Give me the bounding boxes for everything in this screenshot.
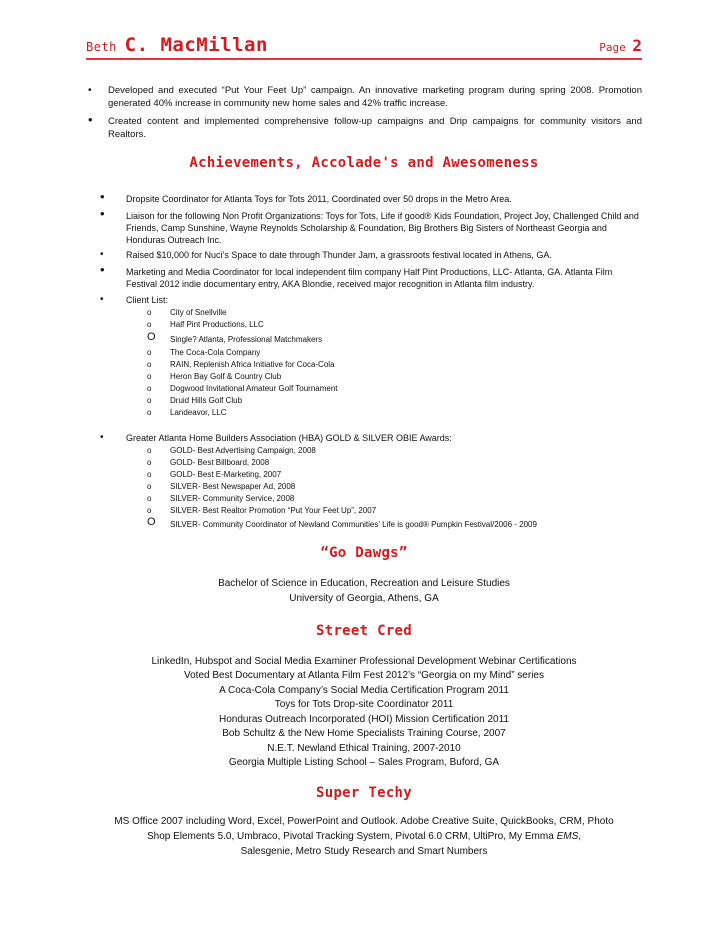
achievement-item xyxy=(100,294,645,306)
bullet-icon: • xyxy=(100,249,104,260)
circle-bullet-icon: o xyxy=(147,506,152,515)
circle-bullet-icon: o xyxy=(147,348,152,357)
tech-line: Salesgenie, Metro Study Research and Smart Numbers xyxy=(240,846,488,857)
tech-text: , xyxy=(578,831,582,842)
achievement-item xyxy=(100,432,645,444)
achievement-item xyxy=(100,206,645,246)
bullet-icon: • xyxy=(100,432,104,443)
cred-line: N.E.T. Newland Ethical Training, 2007-2010 xyxy=(267,743,461,754)
cred-line: Georgia Multiple Listing School – Sales Program, Buford, GA xyxy=(228,757,500,768)
achievement-item xyxy=(100,189,645,205)
achievement-text: Client List: xyxy=(126,295,169,305)
header-first-name: Beth xyxy=(86,40,117,54)
circle-bullet-icon: o xyxy=(147,408,152,417)
cred-line: Toys for Tots Drop-site Coordinator 2011 xyxy=(274,699,454,710)
resume-page: Beth C. MacMillan Page 2 • Developed and executed “Put Your Feet Up” campaign. An innovative marketing program during spring 2008. Promotion generated 40% increase in community new home sales and 42% traffic increase. • Created content and implemented comprehensive follow-up campaigns and Drip campaigns for community visitors and Realtors. Achievements, Accolade's and Awesomeness • Dropsite Coordinator for Atlanta Toys for Tots 2011, Coordinated over 50 drops in the Metro Area. • Liaison for the following Non Profit Organizations: Toys for Tots, Life if good® Kids Foundation, Project Joy, Challenged Child and Friends, Camp Sunshine, Wayne Reynolds Scholarship & Foundation, Big Brothers Big Sisters of Northeast Georgia and Honduras Outreach Inc. • Raised $10,000 for Nuci’s Space to date through Thunder Jam, a grassroots festival located in Athens, GA. • Marketing and Media Coordinator for local independent film company Half Pint Productions, LLC- Atlanta, GA. Atlanta Film Festival 2012 indie documentary entry, AKA Blondie, received major recognition in Atlanta film industry. • Client List: o City of Snellville o Half Pint Productions, LLC O Single? Atlanta, Professional Matchmakers o The Coca-Cola Company o RAIN, Replenish Africa Initiative for Coca-Cola o Heron Bay Golf & Country Club o Dogwood Invitational Amateur Golf Tournament o Druid Hills Golf Club o Landeavor, LLC • Greater Atlanta Home Builders Association (HBA) GOLD & SILVER OBIE Awards: o GOLD- Best Advertising Campaign, 2008 o GOLD- Best Billboard, 2008 o GOLD- Best E-Marketing, 2007 o SILVER- Best Newspaper Ad, 2008 o SILVER- Community Service, 2008 o SILVER- Best Realtor Promotion “Put Your Feet Up”, 2007 O SILVER- Community Coordinator of Newland Communities’ Life is good® Pumpkin Festival/2006 - 2009 “Go Dawgs” Bachelor of Science in Education, Recreation and Leisure Studies University of Georgia, Athens, GA Street Cred LinkedIn, Hubspot and Social Media Examiner Professional Development Webinar Certifications Voted Best Documentary at Atlanta Film Fest 2012’s “Georgia on my Mind” series A Coca-Cola Company’s Social Media Certification Program 2011 Toys for Tots Drop-site Coordinator 2011 Honduras Outreach Incorporated (HOI) Mission Certification 2011 Bob Schultz & the New Home Specialists Training Course, 2007 N.E.T. Newland Ethical Training, 2007-2010 Georgia Multiple Listing School – Sales Program, Buford, GA Super Techy MS Office 2007 including Word, Excel, PowerPoint and Outlook. Adobe Creative Suite, QuickBooks, CRM, Photo Shop Elements 5.0, Umbraco, Pivotal Tracking System, Pivotal 6.0 CRM, UltiPro, My Emma EMS, Salesgenie, Metro Study Research and Smart Numbers xyxy=(0,0,728,942)
bullet-icon: • xyxy=(100,262,105,277)
cred-line: LinkedIn, Hubspot and Social Media Examiner Professional Development Webinar Certifications xyxy=(151,656,577,667)
circle-bullet-icon: o xyxy=(147,482,152,491)
header-last-name: C. MacMillan xyxy=(124,34,268,56)
achievement-item xyxy=(100,262,645,290)
circle-bullet-icon: o xyxy=(147,384,152,393)
bullet-icon: • xyxy=(100,206,105,221)
circle-bullet-icon: o xyxy=(147,446,152,455)
tech-text: Shop Elements 5.0, Umbraco, Pivotal Tracking System, Pivotal 6.0 CRM, UltiPro, My Emma xyxy=(146,831,557,842)
cred-line: A Coca-Cola Company’s Social Media Certification Program 2011 xyxy=(219,685,509,696)
bullet-icon: • xyxy=(100,189,105,204)
page-header xyxy=(86,30,642,60)
bullet-icon: • xyxy=(100,294,104,305)
circle-bullet-icon: o xyxy=(147,372,152,381)
street-cred-heading: Street Cred xyxy=(315,623,413,639)
cred-line: Voted Best Documentary at Atlanta Film Fest 2012’s “Georgia on my Mind” series xyxy=(184,670,544,681)
circle-bullet-icon: o xyxy=(147,320,152,329)
experience-bullet xyxy=(88,112,642,143)
header-page-number xyxy=(599,36,642,55)
degree-line: Bachelor of Science in Education, Recreation and Leisure Studies xyxy=(218,578,510,589)
tech-emphasis: EMS xyxy=(556,831,579,842)
techy-heading: Super Techy xyxy=(315,785,413,801)
circle-bullet-icon: o xyxy=(147,458,152,467)
achievement-text: Raised $10,000 for Nuci’s Space to date through Thunder Jam, a grassroots festival located in Athens, GA. xyxy=(126,250,552,260)
school-line: University of Georgia, Athens, GA xyxy=(289,593,439,604)
circle-bullet-icon: O xyxy=(147,331,156,343)
cred-line: Honduras Outreach Incorporated (HOI) Mission Certification 2011 xyxy=(219,714,509,725)
header-rule xyxy=(86,58,642,60)
bullet-text: Created content and implemented comprehensive follow-up campaigns and Drip campaigns for community visitors and Realtors. xyxy=(108,116,642,140)
achievements-heading: Achievements, Accolade's and Awesomeness xyxy=(189,155,539,171)
education-heading: “Go Dawgs” xyxy=(320,545,408,561)
page-num: 2 xyxy=(632,36,642,55)
bullet-text: Developed and executed “Put Your Feet Up” campaign. An innovative marketing program during spring 2008. Promotion generated 40% increase in community new home sales and 42% traffic increase. xyxy=(108,85,642,109)
tech-line xyxy=(0,830,728,844)
page-label: Page xyxy=(599,41,626,54)
achievement-text: Dropsite Coordinator for Atlanta Toys for Tots 2011, Coordinated over 50 drops in the Metro Area. xyxy=(126,194,512,204)
bullet-icon: • xyxy=(88,112,93,127)
experience-bullet xyxy=(88,84,642,112)
header-name xyxy=(86,34,268,56)
achievement-text: Liaison for the following Non Profit Organizations: Toys for Tots, Life if good® Kids Foundation, Project Joy, Challenged Child and Friends, Camp Sunshine, Wayne Reynolds Scholarship & Foundation, Big Brothers Big Sisters of Northeast Georgia and Honduras Outreach Inc. xyxy=(126,211,639,245)
achievement-text: Marketing and Media Coordinator for local independent film company Half Pint Productions, LLC- Atlanta, GA. Atlanta Film Festival 2012 indie documentary entry, AKA Blondie, received major recognition in Atlanta film industry. xyxy=(126,267,613,289)
circle-bullet-icon: o xyxy=(147,308,152,317)
circle-bullet-icon: o xyxy=(147,396,152,405)
circle-bullet-icon: o xyxy=(147,360,152,369)
circle-bullet-icon: O xyxy=(147,516,156,528)
tech-line: MS Office 2007 including Word, Excel, PowerPoint and Outlook. Adobe Creative Suite, QuickBooks, CRM, Photo xyxy=(114,816,614,827)
cred-line: Bob Schultz & the New Home Specialists Training Course, 2007 xyxy=(222,728,506,739)
achievement-text: Greater Atlanta Home Builders Association (HBA) GOLD & SILVER OBIE Awards: xyxy=(126,433,452,443)
bullet-icon: • xyxy=(88,85,92,96)
achievement-item xyxy=(100,249,645,261)
circle-bullet-icon: o xyxy=(147,470,152,479)
circle-bullet-icon: o xyxy=(147,494,152,503)
